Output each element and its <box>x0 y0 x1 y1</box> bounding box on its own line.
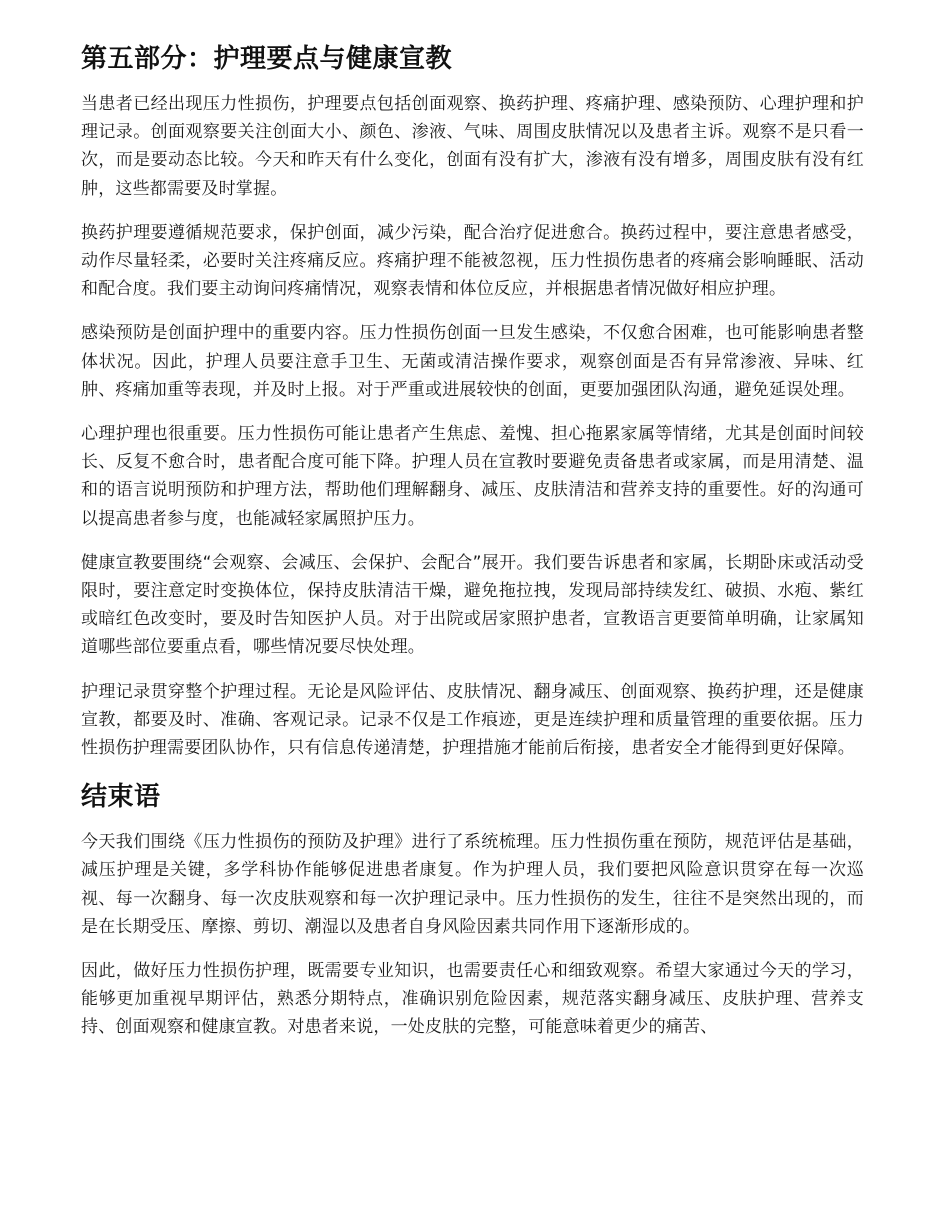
paragraph-nursing-records: 护理记录贯穿整个护理过程。无论是风险评估、皮肤情况、翻身减压、创面观察、换药护理，还是健康宣教，都要及时、准确、客观记录。记录不仅是工作痕迹，更是连续护理和质量管理的重要依据。压力性损伤护理需要团队协作，只有信息传递清楚，护理措施才能前后衔接，患者安全才能得到更好保障。 <box>81 681 864 759</box>
section-heading-conclusion: 结束语 <box>81 782 161 813</box>
paragraph-conclusion-summary: 今天我们围绕《压力性损伤的预防及护理》进行了系统梳理。压力性损伤重在预防，规范评估是基础，减压护理是关键，多学科协作能够促进患者康复。作为护理人员，我们要把风险意识贯穿在每一次巡视、每一次翻身、每一次皮肤观察和每一次护理记录中。压力性损伤的发生，往往不是突然出现的，而是在长期受压、摩擦、剪切、潮湿以及患者自身风险因素共同作用下逐渐形成的。 <box>81 832 864 937</box>
paragraph-infection-prevention: 感染预防是创面护理中的重要内容。压力性损伤创面一旦发生感染，不仅愈合困难，也可能影响患者整体状况。因此，护理人员要注意手卫生、无菌或清洁操作要求，观察创面是否有异常渗液、异味、红肿、疼痛加重等表现，并及时上报。对于严重或进展较快的创面，更要加强团队沟通，避免延误处理。 <box>81 323 864 400</box>
section-care-points <box>81 40 864 762</box>
paragraph-wound-observation: 当患者已经出现压力性损伤，护理要点包括创面观察、换药护理、疼痛护理、感染预防、心理护理和护理记录。创面观察要关注创面大小、颜色、渗液、气味、周围皮肤情况以及患者主诉。观察不是只看一次，而是要动态比较。今天和昨天有什么变化，创面有没有扩大，渗液有没有增多，周围皮肤有没有红肿，这些都需要及时掌握。 <box>81 94 864 199</box>
section-heading-care-points: 第五部分：护理要点与健康宣教 <box>81 44 453 74</box>
paragraph-psychological-care: 心理护理也很重要。压力性损伤可能让患者产生焦虑、羞愧、担心拖累家属等情绪，尤其是创面时间较长、反复不愈合时，患者配合度可能下降。护理人员在宣教时要避免责备患者或家属，而是用清楚、温和的语言说明预防和护理方法，帮助他们理解翻身、减压、皮肤清洁和营养支持的重要性。好的沟通可以提高患者参与度，也能减轻家属照护压力。 <box>81 424 864 529</box>
section-conclusion <box>81 778 864 1041</box>
paragraph-conclusion-closing: 因此，做好压力性损伤护理，既需要专业知识，也需要责任心和细致观察。希望大家通过今天的学习，能够更加重视早期评估，熟悉分期特点，准确识别危险因素，规范落实翻身减压、皮肤护理、营养支持、创面观察和健康宣教。对患者来说，一处皮肤的完整，可能意味着更少的痛苦、 <box>81 961 864 1038</box>
paragraph-dressing-pain: 换药护理要遵循规范要求，保护创面，减少污染，配合治疗促进愈合。换药过程中，要注意患者感受，动作尽量轻柔，必要时关注疼痛反应。疼痛护理不能被忽视，压力性损伤患者的疼痛会影响睡眠、活动和配合度。我们要主动询问疼痛情况，观察表情和体位反应，并根据患者情况做好相应护理。 <box>81 222 864 300</box>
paragraph-health-education: 健康宣教要围绕“会观察、会减压、会保护、会配合”展开。我们要告诉患者和家属，长期卧床或活动受限时，要注意定时变换体位，保持皮肤清洁干燥，避免拖拉拽，发现局部持续发红、破损、水疱、紫红或暗红色改变时，要及时告知医护人员。对于出院或居家照护患者，宣教语言更要简单明确，让家属知道哪些部位要重点看，哪些情况要尽快处理。 <box>81 552 864 658</box>
